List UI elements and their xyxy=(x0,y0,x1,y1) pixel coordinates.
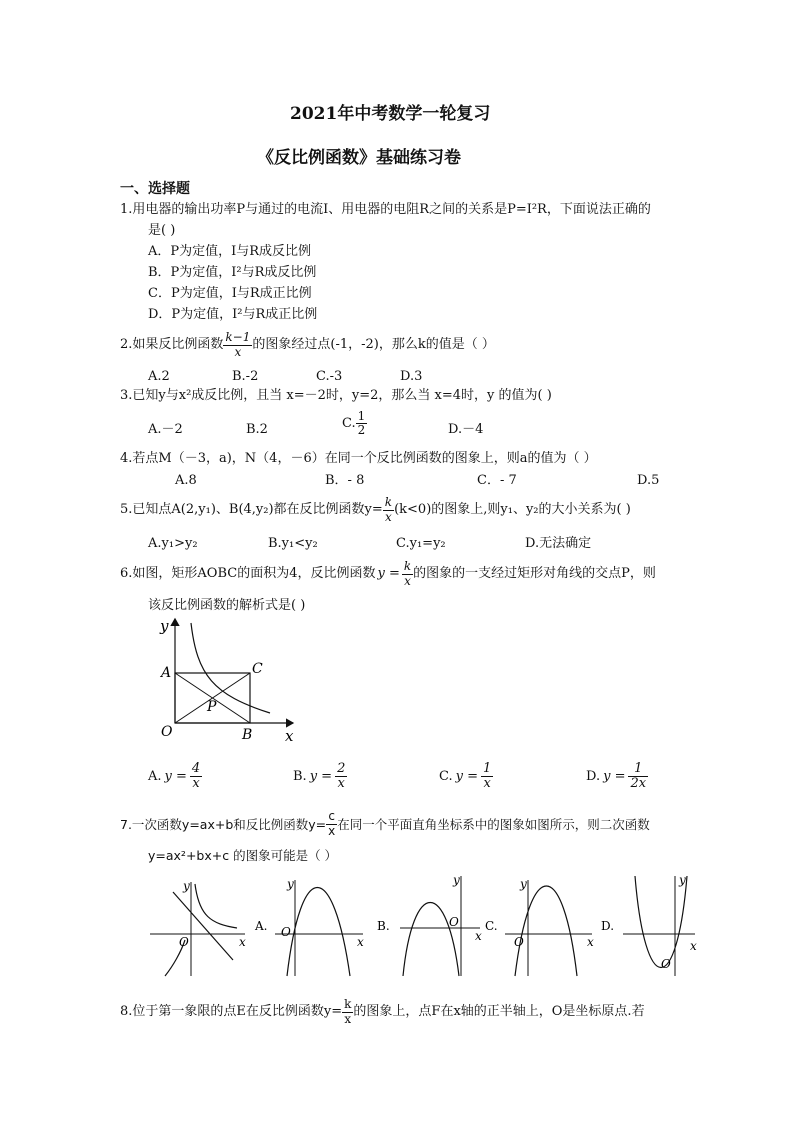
given-graph xyxy=(150,879,246,976)
question-3-option-a: A.－2 xyxy=(148,422,183,437)
option-eq: y = xyxy=(164,769,187,784)
fraction-denominator: x xyxy=(404,573,411,588)
label-x: x xyxy=(690,939,697,953)
question-3-option-c xyxy=(342,410,367,437)
fraction-denominator: x xyxy=(385,509,392,524)
page-title: 2021年中考数学一轮复习 xyxy=(290,104,491,124)
question-2-post: 的图象经过点(-1，-2)，那么k的值是（ ） xyxy=(252,337,495,353)
fraction-numerator: k−1 xyxy=(225,330,251,345)
question-7-pre: 7.一次函数y=ax+b和反比例函数y= xyxy=(120,816,327,832)
option-a-graph xyxy=(254,877,364,976)
fraction-denominator: 2x xyxy=(630,776,647,792)
question-1-option-b: B．P为定值，I²与R成反比例 xyxy=(148,265,317,280)
question-1-option-c: C．P为定值，I与R成正比例 xyxy=(148,286,312,301)
option-c-graph xyxy=(485,877,594,976)
question-2-option-c: C.-3 xyxy=(316,369,343,384)
fraction-numerator: 1 xyxy=(628,762,648,777)
question-6-figure xyxy=(145,615,305,745)
option-label: C. xyxy=(485,919,498,933)
question-2-option-b: B.-2 xyxy=(232,369,259,384)
question-3-stem: 3.已知y与x²成反比例，且当 x=－2时，y=2，那么当 x=4时，y 的值为( ) xyxy=(120,388,552,403)
question-8-pre: 8.位于第一象限的点E在反比例函数y= xyxy=(120,1004,343,1020)
question-2-option-a: A.2 xyxy=(148,369,170,384)
question-6-option-b xyxy=(293,762,347,792)
fraction-denominator: x xyxy=(337,776,345,792)
label-x: x xyxy=(357,935,364,949)
label-x: x xyxy=(239,935,246,949)
fraction-numerator: k xyxy=(344,997,352,1012)
fraction-denominator: x xyxy=(483,776,491,792)
parabola-c xyxy=(515,886,577,976)
fraction-denominator: x xyxy=(344,1011,352,1026)
question-6-eq: y = xyxy=(377,566,400,582)
fraction-numerator: c xyxy=(326,810,337,824)
page-subtitle: 《反比例函数》基础练习卷 xyxy=(257,148,461,168)
option-label: A. xyxy=(148,769,162,784)
label-x: x xyxy=(587,935,594,949)
label-x: x xyxy=(285,727,294,745)
question-5-option-c: C.y₁=y₂ xyxy=(396,536,446,551)
option-label: C. xyxy=(439,769,453,784)
label-y: y xyxy=(453,873,460,887)
option-a-fraction xyxy=(190,762,202,792)
question-5-pre: 5.已知点A(2,y₁)、B(4,y₂)都在反比例函数y= xyxy=(120,502,383,518)
question-5-fraction xyxy=(383,496,394,523)
question-1-option-a: A．P为定值，I与R成反比例 xyxy=(148,244,312,259)
question-8-post: 的图象上，点F在x轴的正半轴上，O是坐标原点.若 xyxy=(353,1004,645,1020)
question-6-option-a xyxy=(148,762,202,792)
label-o: O xyxy=(281,925,291,939)
option-b-fraction xyxy=(335,762,347,792)
question-2-stem xyxy=(120,328,495,362)
question-7-stem xyxy=(120,806,650,842)
label-o: O xyxy=(449,915,459,929)
question-2-pre: 2.如果反比例函数 xyxy=(120,337,224,353)
question-4-stem: 4.若点M（－3，a)，N（4，－6）在同一个反比例函数的图象上，则a的值为（ ） xyxy=(120,451,597,466)
question-2-option-d: D.3 xyxy=(400,369,423,384)
label-x: x xyxy=(475,929,482,943)
label-p: P xyxy=(207,699,217,715)
question-6-option-c xyxy=(439,762,493,792)
label-y: y xyxy=(520,877,527,891)
question-7-stem-line2: y=ax²+bx+c 的图象可能是（ ） xyxy=(148,848,338,863)
question-4-option-d: D.5 xyxy=(637,473,660,488)
hyperbola-branch-1 xyxy=(195,884,237,928)
fraction-denominator: x xyxy=(328,823,336,838)
question-5-option-a: A.y₁>y₂ xyxy=(148,536,198,551)
question-6-pre: 6.如图，矩形AOBC的面积为4，反比例函数 xyxy=(120,566,376,582)
question-6-option-d xyxy=(586,762,648,792)
option-label: D. xyxy=(601,919,615,933)
option-eq: y = xyxy=(309,769,333,784)
question-7-figures xyxy=(145,868,700,983)
label-o: O xyxy=(661,957,671,971)
question-7-post: 在同一个平面直角坐标系中的图象如图所示，则二次函数 xyxy=(337,816,650,832)
option-eq: y = xyxy=(603,769,626,784)
question-2-fraction xyxy=(223,331,252,358)
option-d-fraction xyxy=(628,762,648,792)
question-7-fraction xyxy=(326,810,337,837)
question-5-option-b: B.y₁<y₂ xyxy=(268,536,318,551)
question-6-fraction xyxy=(402,560,413,587)
label-a: A xyxy=(161,665,172,681)
option-eq: y = xyxy=(455,769,478,784)
question-1-stem: 1.用电器的输出功率P与通过的电流I、用电器的电阻R之间的关系是P=I²R，下面说法正确的 xyxy=(120,202,651,217)
option-d-graph xyxy=(601,873,697,976)
fraction-numerator: 2 xyxy=(337,761,346,776)
question-4-option-b: B．- 8 xyxy=(325,473,365,488)
label-o: O xyxy=(179,935,189,949)
option-c-fraction xyxy=(356,410,368,437)
question-5-option-d: D.无法确定 xyxy=(525,536,592,551)
fraction-numerator: k xyxy=(403,559,412,574)
question-5-stem xyxy=(120,491,631,529)
line-graph xyxy=(173,892,233,960)
label-y: y xyxy=(183,879,190,893)
question-3-option-b: B.2 xyxy=(246,422,268,437)
option-label: B. xyxy=(377,919,390,933)
option-label: A. xyxy=(255,919,268,933)
fraction-numerator: 1 xyxy=(483,761,492,776)
label-y: y xyxy=(160,617,169,635)
option-c-fraction xyxy=(481,762,493,792)
label-c: C xyxy=(252,661,263,677)
option-label: D. xyxy=(586,769,601,784)
option-c-label: C. xyxy=(342,415,356,431)
parabola-b xyxy=(403,903,459,977)
section-heading: 一、选择题 xyxy=(120,181,190,197)
fraction-denominator: 2 xyxy=(357,423,366,438)
question-6-stem-line2: 该反比例函数的解析式是( ) xyxy=(148,598,306,613)
fraction-numerator: 1 xyxy=(357,409,366,423)
parabola-d xyxy=(635,876,687,968)
label-y: y xyxy=(287,877,294,891)
label-y: y xyxy=(679,873,686,887)
question-4-option-c: C．- 7 xyxy=(477,473,517,488)
question-1-stem-line2: 是( ) xyxy=(148,223,176,238)
fraction-numerator: 4 xyxy=(191,761,201,776)
parabola-a xyxy=(287,888,350,977)
question-6-post: 的图象的一支经过矩形对角线的交点P，则 xyxy=(413,566,656,582)
question-3-option-d: D.－4 xyxy=(448,422,484,437)
label-o: O xyxy=(514,935,524,949)
label-b: B xyxy=(242,727,253,743)
label-o: O xyxy=(161,724,173,740)
question-1-option-d: D．P为定值，I²与R成正比例 xyxy=(148,307,318,322)
option-b-graph xyxy=(377,873,482,976)
question-6-stem xyxy=(120,555,656,593)
fraction-denominator: x xyxy=(234,344,242,359)
question-8-fraction xyxy=(342,998,353,1025)
option-label: B. xyxy=(293,769,307,784)
question-4-option-a: A.8 xyxy=(175,473,197,488)
question-5-post: (k<0)的图象上,则y₁、y₂的大小关系为( ) xyxy=(394,502,631,518)
fraction-numerator: k xyxy=(384,495,393,510)
fraction-denominator: x xyxy=(192,776,200,792)
question-8-stem xyxy=(120,994,645,1030)
